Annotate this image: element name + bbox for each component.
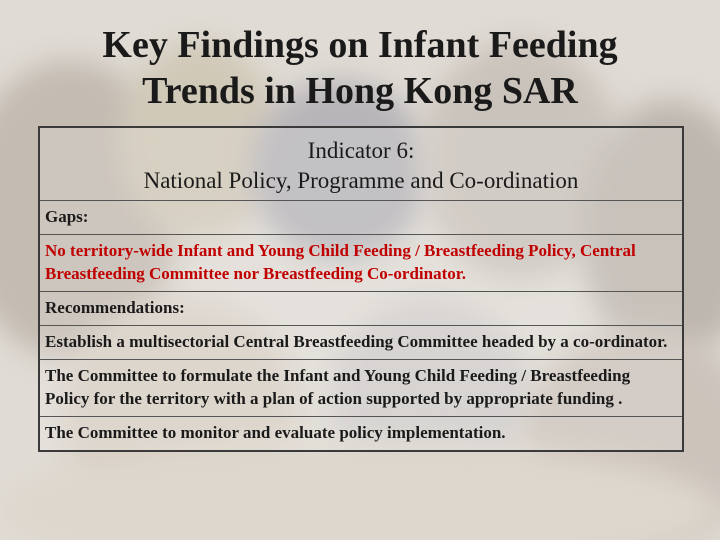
slide-title: [0, 22, 720, 114]
findings-table: [38, 126, 684, 452]
gaps-label: Gaps:: [40, 200, 682, 234]
recommendation-3: The Committee to monitor and evaluate policy implementation.: [40, 416, 682, 450]
indicator-header: [40, 128, 682, 200]
indicator-title: National Policy, Programme and Co-ordination: [143, 168, 579, 193]
recommendation-2: The Committee to formulate the Infant and Young Child Feeding / Breastfeeding Policy for the territory with a plan of action supported by appropriate funding .: [40, 359, 682, 416]
title-line-1: Key Findings on Infant Feeding: [102, 24, 618, 66]
title-line-2: Trends in Hong Kong SAR: [142, 70, 578, 112]
gaps-text: No territory-wide Infant and Young Child Feeding / Breastfeeding Policy, Central Breastfeeding Committee nor Breastfeeding Co-ordinator.: [40, 234, 682, 291]
recommendation-1: Establish a multisectorial Central Breastfeeding Committee headed by a co-ordinator.: [40, 325, 682, 359]
indicator-number: Indicator 6:: [307, 138, 415, 163]
recommendations-label: Recommendations:: [40, 291, 682, 325]
